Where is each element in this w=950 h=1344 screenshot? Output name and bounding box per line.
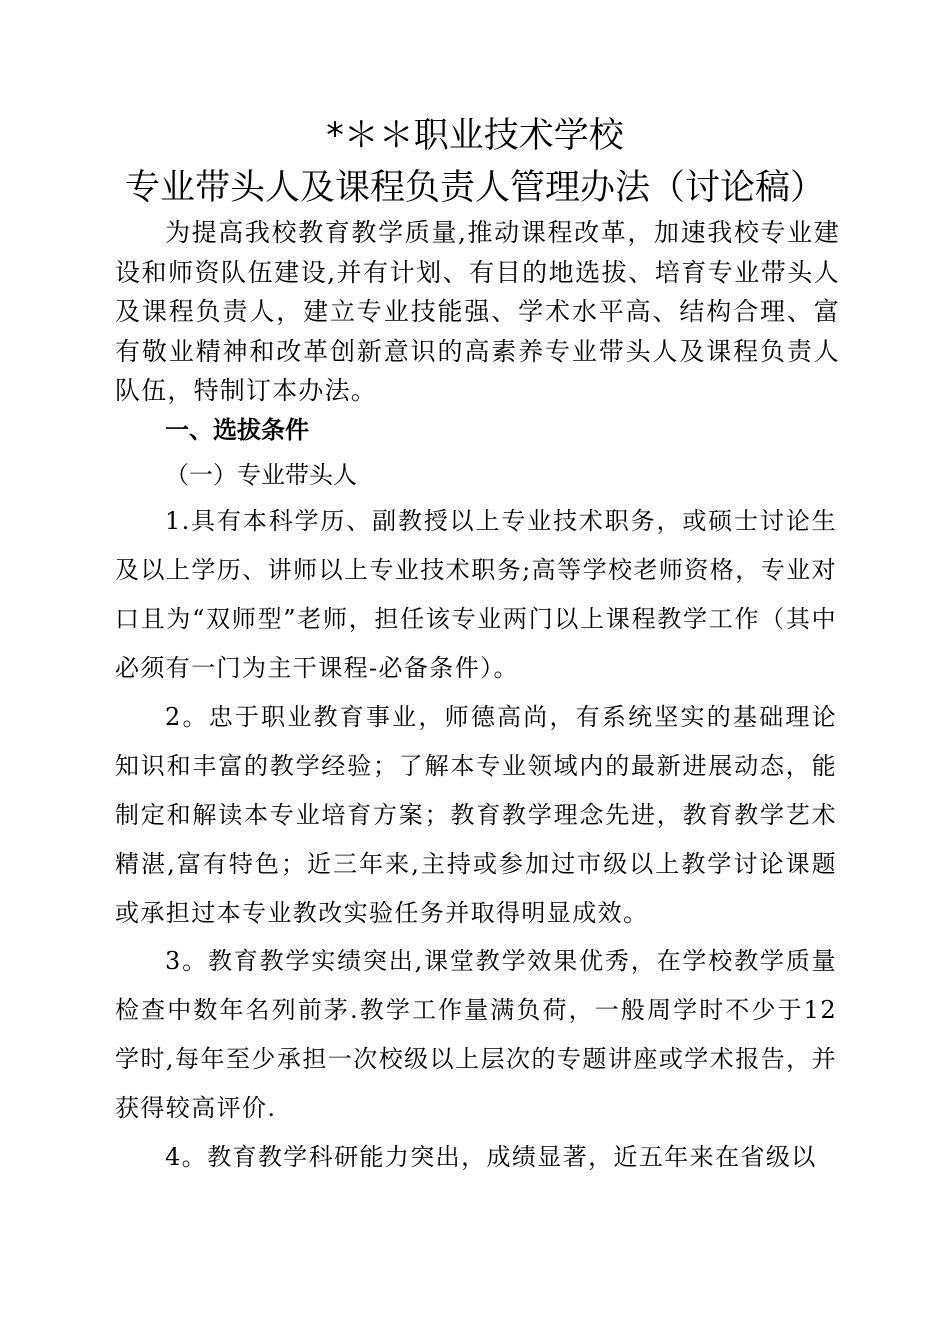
subsection-heading-program-leader: （一）专业带头人 [165,461,357,489]
criteria-item-1: 1.具有本科学历、副教授以上专业技术职务，或硕士讨论生及以上学历、讲师以上专业技术职务;高等学校老师资格，专业对口且为“双师型”老师，担任该专业两门以上课程教学工作（其中必须有一门为主干课程-必备条件）。 [115,507,837,682]
document-title-school: *＊＊职业技术学校 [326,116,624,156]
section-heading-selection-criteria: 一、选拔条件 [165,416,309,444]
criteria-item-3: 3。教育教学实绩突出,课堂教学效果优秀，在学校教学质量检查中数年名列前茅.教学工作量满负荷，一般周学时不少于12学时,每年至少承担一次校级以上层次的专题讲座或学术报告，并获得较高评价. [115,947,837,1122]
document-title-regulation: 专业带头人及课程负责人管理办法（讨论稿） [124,168,825,208]
criteria-item-2: 2。忠于职业教育事业，师德高尚，有系统坚实的基础理论知识和丰富的教学经验；了解本专业领域内的最新进展动态，能制定和解读本专业培育方案；教育教学理念先进，教育教学艺术精湛,富有特色；近三年来,主持或参加过市级以上教学讨论课题或承担过本专业教改实验任务并取得明显成效。 [115,703,837,927]
criteria-item-4: 4。教育教学科研能力突出，成绩显著，近五年来在省级以 [165,1143,817,1171]
intro-paragraph: 为提高我校教育教学质量,推动课程改革，加速我校专业建设和师资队伍建设,并有计划、有目的地选拔、培育专业带头人及课程负责人，建立专业技能强、学术水平高、结构合理、富有敬业精神和改革创新意识的高素养专业带头人及课程负责人队伍，特制订本办法。 [115,218,840,405]
